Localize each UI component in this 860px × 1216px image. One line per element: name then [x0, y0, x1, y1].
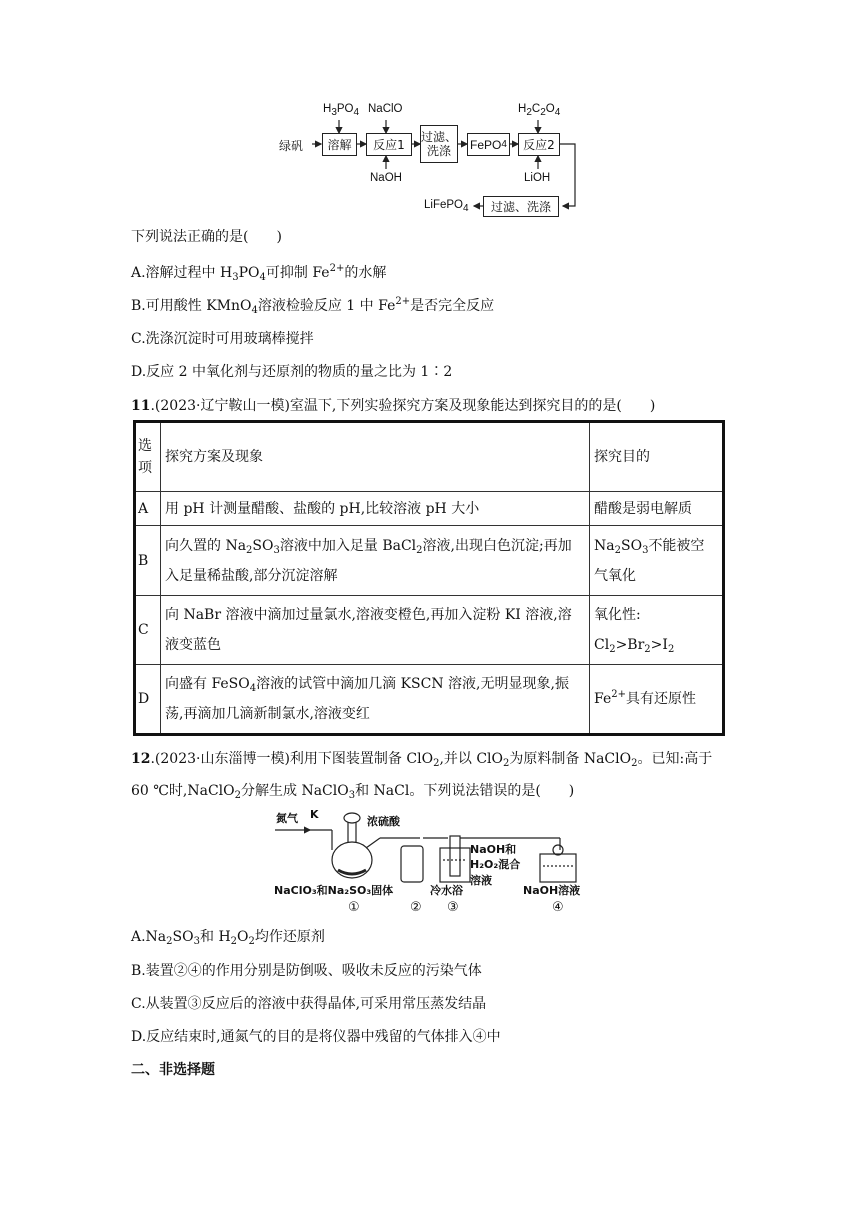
q10-option-b	[131, 295, 494, 315]
flow-box-filter2-label: 过滤、洗涤	[490, 199, 551, 214]
q12-s2-p3: 3	[348, 790, 356, 801]
q10-option-c: C.洗涤沉淀时可用玻璃棒搅拌	[131, 331, 314, 347]
flow-start-label: 绿矾	[279, 139, 304, 153]
q10-a-p6: 的水解	[344, 265, 387, 281]
h2c2o4-d: 2	[540, 107, 546, 118]
label-conc-sulfuric-acid: 浓硫酸	[367, 815, 400, 828]
row-c-plan	[161, 596, 590, 665]
q10-a-p5: 2+	[329, 263, 345, 274]
label-apparatus-2: ②	[410, 900, 422, 915]
rcg-p3: 2	[644, 644, 651, 655]
label-naoh-h2o2-2: H₂O₂混合	[470, 858, 521, 871]
q12-s1-p3: 2	[503, 758, 510, 769]
flow-reagent-lioh: LiOH	[524, 172, 551, 184]
q12-a-p8: 均作还原剂	[254, 929, 325, 945]
table-row-d	[135, 665, 724, 735]
rbg-p2: SO	[620, 537, 643, 554]
table-row-b	[135, 526, 724, 596]
q10-a-p0: A.溶解过程中 H	[131, 265, 233, 281]
q12-s1-p2: ,并以 ClO	[439, 751, 504, 767]
q12-number: 12	[131, 751, 151, 767]
h2c2o4-f: 4	[554, 107, 561, 118]
flow-box-reaction1-label: 反应1	[373, 137, 405, 152]
flow-box-filter1-line2: 洗涤	[426, 144, 451, 158]
h2c2o4-b: 2	[526, 107, 532, 118]
row-d-plan	[161, 665, 590, 735]
rbg-p0: Na	[594, 537, 615, 554]
q10-b-p4: 是否完全反应	[410, 298, 495, 314]
label-naoh-h2o2-3: 溶液	[470, 874, 492, 887]
h3po4-b: 3	[331, 107, 337, 118]
flow-end-sub: 4	[463, 203, 469, 214]
rcg-p4: >I	[650, 637, 668, 653]
header-option-line1: 选	[138, 438, 152, 454]
q10-a-p3: 4	[259, 272, 266, 283]
flow-reagent-h2c2o4	[518, 103, 561, 118]
q10-option-a	[131, 262, 386, 282]
flow-reagent-naoh: NaOH	[370, 172, 402, 184]
q10-b-p3: 2+	[395, 296, 411, 307]
flow-box-reaction2-label: 反应2	[523, 137, 555, 152]
q12-s2-p0: 60 ℃时,NaClO	[131, 783, 235, 799]
rbg-p3: 3	[642, 544, 649, 556]
q12-s1-p1: 2	[433, 758, 440, 769]
label-naoh-solution: NaOH溶液	[523, 884, 581, 897]
label-solid-reactants: NaClO₃和Na₂SO₃固体	[274, 884, 394, 897]
q10-b-p0: B.可用酸性 KMnO	[131, 298, 252, 314]
q10-b-p1: 4	[251, 305, 258, 316]
q12-stem-line2	[131, 780, 574, 800]
q12-option-c: C.从装置③反应后的溶液中获得晶体,可采用常压蒸发结晶	[131, 996, 487, 1012]
rd-p0: 向盛有 FeSO	[165, 676, 250, 692]
flow-box-fepo4: FePO 4	[467, 133, 510, 156]
rd-p2: 溶液的试管中滴加几滴 KSCN 溶液,无明显现象,振	[256, 676, 569, 692]
q12-s1-p4: 为原料制备 NaClO	[509, 751, 632, 767]
row-a-option: A	[135, 492, 161, 526]
q12-a-p2: SO	[172, 929, 194, 945]
q12-option-a	[131, 926, 325, 946]
header-plan: 探究方案及现象	[161, 422, 590, 492]
q10-a-p4: 可抑制 Fe	[265, 265, 330, 281]
table-row-c	[135, 596, 724, 665]
rb-p1: 2	[246, 544, 253, 556]
rbg-line2: 气氧化	[594, 567, 636, 584]
label-k-valve: K	[310, 808, 319, 821]
row-d-option: D	[135, 665, 161, 735]
rdg-p2: 具有还原性	[625, 691, 696, 707]
q10-option-d: D.反应 2 中氧化剂与还原剂的物质的量之比为 1∶2	[131, 364, 453, 380]
q10-a-p2: PO	[238, 265, 260, 281]
q12-option-d: D.反应结束时,通氮气的目的是将仪器中残留的气体排入④中	[131, 1029, 501, 1045]
row-b-option: B	[135, 526, 161, 596]
flow-end-label	[424, 199, 469, 214]
rcg-p0: Cl	[594, 637, 610, 653]
rc-plan-line1: 向 NaBr 溶液中滴加过量氯水,溶液变橙色,再加入淀粉 KI 溶液,溶	[165, 607, 572, 623]
section-heading-non-choice: 二、非选择题	[131, 1062, 215, 1078]
rb-p0: 向久置的 Na	[165, 537, 247, 554]
flow-box-dissolve	[322, 133, 357, 156]
rc-plan-line2: 液变蓝色	[165, 637, 221, 653]
q10-b-p2: 溶液检验反应 1 中 Fe	[257, 298, 396, 314]
header-option	[135, 422, 161, 492]
q12-a-p0: A.Na	[131, 929, 167, 945]
q12-a-p7: 2	[248, 936, 255, 947]
label-apparatus-1: ①	[348, 900, 360, 915]
rdg-p0: Fe	[594, 691, 612, 707]
flow-end-text: LiFePO	[424, 199, 463, 211]
h3po4-a: H	[323, 103, 332, 115]
rcg-p1: 2	[609, 644, 616, 655]
h2c2o4-c: C	[531, 103, 541, 115]
q12-a-p6: O	[237, 929, 249, 945]
flow-reagent-naclo: NaClO	[368, 103, 403, 115]
h3po4-d: 4	[353, 107, 360, 118]
flow-box-fepo4-label: FePO	[470, 137, 502, 152]
rb-p3: 3	[273, 544, 280, 556]
label-cold-water-bath: 冷水浴	[430, 884, 463, 897]
row-c-goal	[590, 596, 724, 665]
row-b-goal	[590, 526, 724, 596]
table-header-row	[135, 422, 724, 492]
q10-stem: 下列说法正确的是( )	[131, 229, 282, 245]
q12-s2-p2: 分解生成 NaClO	[241, 783, 349, 799]
row-d-goal	[590, 665, 724, 735]
q11-experiment-table	[133, 420, 725, 736]
q12-a-p1: 2	[166, 936, 173, 947]
rb-p4: 溶液中加入足量 BaCl	[279, 537, 417, 554]
rd-plan-line2: 荡,再滴加几滴新制氯水,溶液变红	[165, 706, 370, 722]
header-option-line2: 项	[138, 460, 152, 476]
flow-box-filter1-line1: 过滤、	[421, 130, 458, 144]
q12-s1-p6: 。已知:高于	[637, 751, 713, 767]
q11-number: 11	[131, 398, 151, 414]
label-apparatus-3: ③	[447, 900, 459, 915]
q11-stem	[131, 395, 655, 415]
q12-s1-p5: 2	[631, 758, 638, 769]
row-a-plan: 用 pH 计测量醋酸、盐酸的 pH,比较溶液 pH 大小	[161, 492, 590, 526]
rb-p5: 2	[416, 544, 423, 556]
flow-reagent-h3po4	[323, 103, 360, 118]
q10-a-p1: 3	[232, 272, 239, 283]
header-goal: 探究目的	[590, 422, 724, 492]
label-naoh-h2o2-1: NaOH和	[470, 843, 517, 856]
q12-stem-line1	[131, 748, 712, 768]
q12-s1-p0: .(2023·山东淄博一模)利用下图装置制备 ClO	[150, 751, 434, 767]
h2c2o4-a: H	[518, 103, 527, 115]
table-row-a	[135, 492, 724, 526]
rb-p2: SO	[252, 537, 274, 554]
q12-s2-p1: 2	[234, 790, 242, 801]
q12-a-p5: 2	[230, 936, 238, 947]
rcg-p5: 2	[667, 644, 675, 655]
h2c2o4-e: O	[545, 103, 555, 115]
row-c-option: C	[135, 596, 161, 665]
flow-box-reaction2	[518, 133, 560, 156]
row-b-plan	[161, 526, 590, 596]
q12-option-b: B.装置②④的作用分别是防倒吸、吸收未反应的污染气体	[131, 963, 482, 979]
rdg-p1: 2+	[611, 689, 626, 700]
label-nitrogen: 氮气	[276, 812, 298, 825]
label-apparatus-4: ④	[552, 900, 564, 915]
row-a-goal: 醋酸是弱电解质	[590, 492, 724, 526]
flow-box-filter-wash-2	[483, 196, 559, 217]
flow-box-filter-wash-1	[420, 125, 458, 163]
rcg-p2: >Br	[615, 637, 645, 653]
q12-a-p4: 和 H	[200, 929, 231, 945]
q12-s2-p4: 和 NaCl。下列说法错误的是( )	[355, 783, 575, 799]
rb-plan-line2: 入足量稀盐酸,部分沉淀溶解	[165, 567, 338, 584]
rcg-line1: 氧化性:	[594, 607, 641, 623]
q12-a-p3: 3	[193, 936, 200, 947]
flow-box-dissolve-label: 溶解	[327, 137, 352, 152]
rbg-p1: 2	[614, 544, 621, 556]
q11-stem-text: .(2023·辽宁鞍山一模)室温下,下列实验探究方案及现象能达到探究目的的是( )	[150, 398, 656, 414]
rbg-p4: 不能被空	[648, 537, 705, 554]
rb-p6: 溶液,出现白色沉淀;再加	[422, 537, 572, 554]
rd-p1: 4	[249, 683, 257, 694]
flow-box-reaction1	[366, 133, 412, 156]
h3po4-c: PO	[336, 103, 354, 115]
